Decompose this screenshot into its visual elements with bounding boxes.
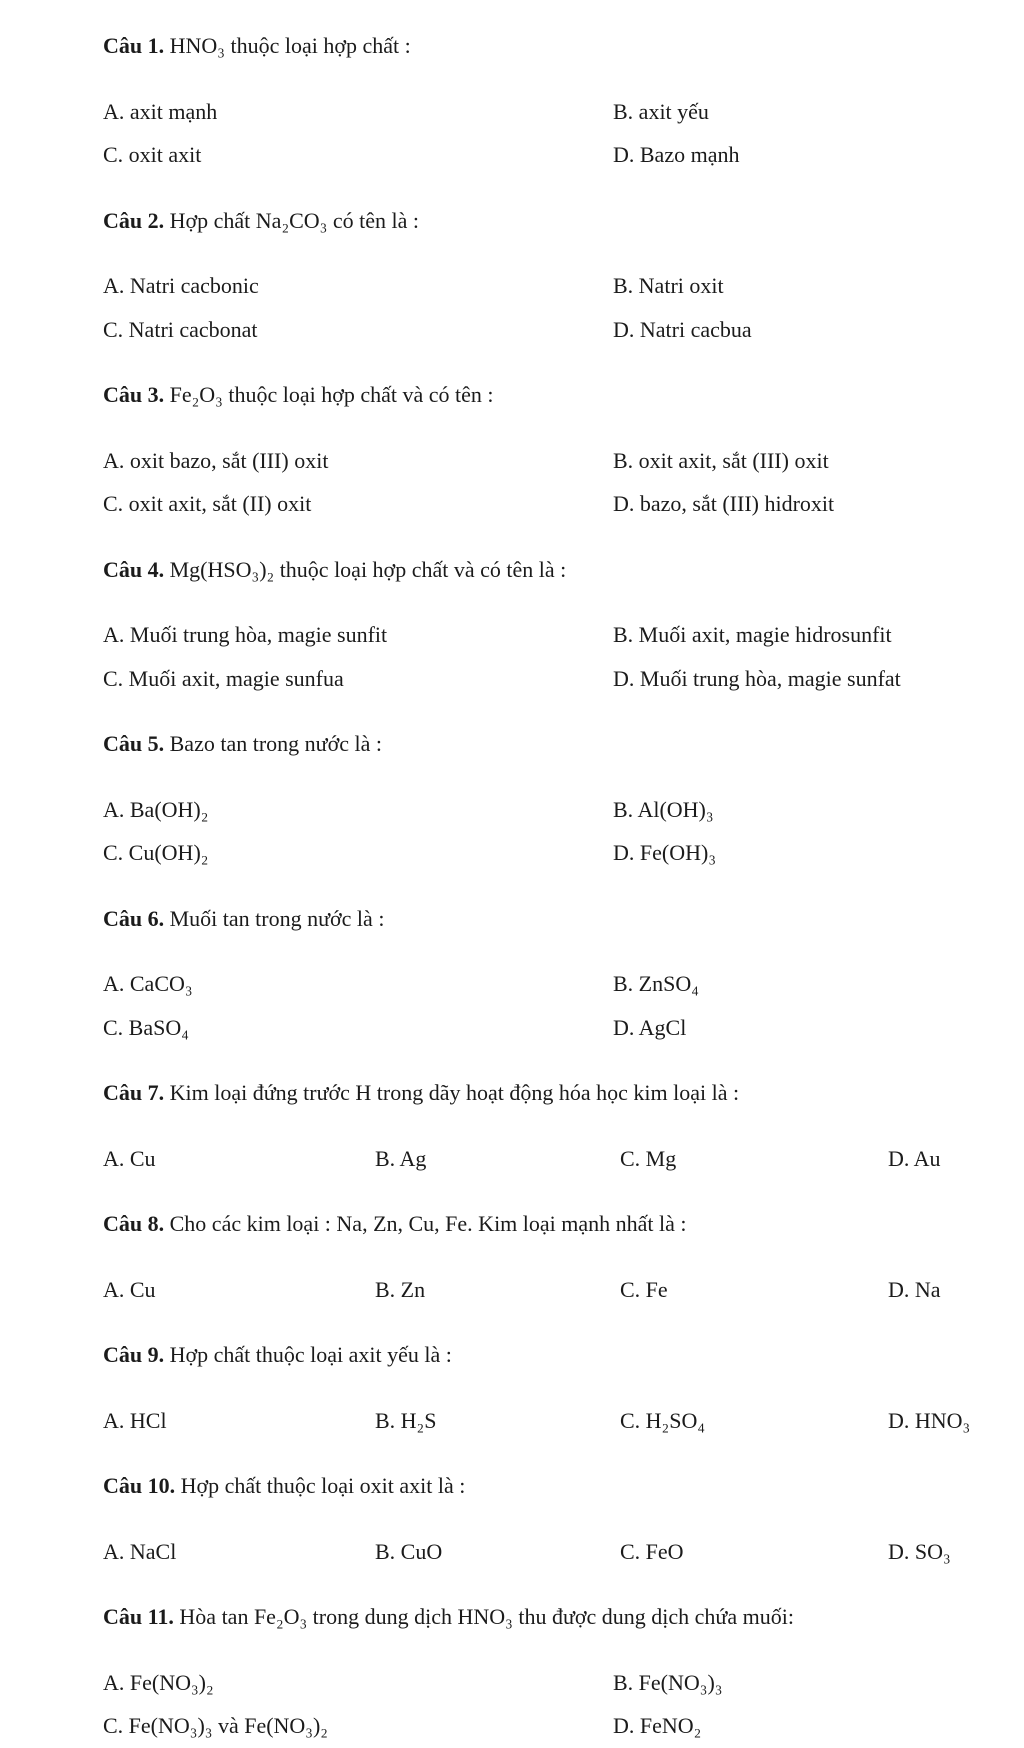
- question-8-heading: [103, 1202, 1014, 1246]
- question-11-option-c: C. Fe(NO₃)₃ và Fe(NO₃)₂: [103, 1713, 328, 1738]
- question-11-heading: [103, 1595, 1014, 1639]
- question-2-options: [103, 264, 1014, 351]
- question-6-heading: [103, 897, 1014, 941]
- question-5-heading: [103, 722, 1014, 766]
- question-3-option-c: C. oxit axit, sắt (II) oxit: [103, 491, 312, 516]
- question-9: [103, 1333, 1014, 1442]
- question-8-options: [103, 1268, 1014, 1312]
- question-6-options: [103, 962, 1014, 1049]
- question-1-option-c: C. oxit axit: [103, 142, 202, 167]
- question-4-number: Câu 4.: [103, 556, 165, 582]
- question-10-option-a: A. NaCl: [103, 1538, 177, 1564]
- question-8-option-a: A. Cu: [103, 1276, 156, 1302]
- question-2-stem: Hợp chất Na₂CO₃ có tên là :: [169, 207, 419, 233]
- question-4-options: [103, 613, 1014, 700]
- question-1-options: [103, 90, 1014, 177]
- question-7-option-c: C. Mg: [620, 1145, 677, 1171]
- question-10-option-d: D. SO₃: [888, 1538, 951, 1564]
- question-1-option-b: B. axit yếu: [613, 98, 709, 124]
- question-7: [103, 1071, 1014, 1180]
- question-2-option-c: C. Natri cacbonat: [103, 316, 258, 342]
- question-3-option-a: A. oxit bazo, sắt (III) oxit: [103, 447, 329, 473]
- question-8: [103, 1202, 1014, 1311]
- question-2: [103, 199, 1014, 352]
- question-8-option-c: C. Fe: [620, 1276, 668, 1302]
- question-4-heading: [103, 548, 1014, 592]
- question-4-stem: Mg(HSO₃)₂ thuộc loại hợp chất và có tên là :: [169, 556, 567, 582]
- question-7-option-d: D. Au: [888, 1145, 941, 1171]
- question-2-option-d: D. Natri cacbua: [613, 316, 752, 342]
- question-7-option-b: B. Ag: [375, 1145, 427, 1171]
- question-6-stem: Muối tan trong nước là :: [169, 905, 385, 931]
- question-3-number: Câu 3.: [103, 382, 165, 407]
- question-5-option-b: B. Al(OH)₃: [613, 796, 714, 822]
- question-4-option-d: D. Muối trung hòa, magie sunfat: [613, 665, 901, 691]
- question-3: [103, 373, 1014, 526]
- question-2-option-a: A. Natri cacbonic: [103, 273, 259, 298]
- question-5-option-c: C. Cu(OH)₂: [103, 840, 209, 865]
- question-10-stem: Hợp chất thuộc loại oxit axit là :: [180, 1473, 466, 1498]
- question-8-option-b: B. Zn: [375, 1276, 426, 1302]
- question-11-options: [103, 1661, 1014, 1748]
- question-11: [103, 1595, 1014, 1748]
- question-9-option-b: B. H₂S: [375, 1407, 437, 1433]
- question-10-number: Câu 10.: [103, 1473, 176, 1498]
- question-6-option-c: C. BaSO₄: [103, 1014, 189, 1040]
- question-7-option-a: A. Cu: [103, 1145, 156, 1171]
- question-7-stem: Kim loại đứng trước H trong dãy hoạt động hóa học kim loại là :: [169, 1080, 740, 1105]
- question-6-option-d: D. AgCl: [613, 1014, 687, 1040]
- question-7-number: Câu 7.: [103, 1080, 165, 1105]
- question-6: [103, 897, 1014, 1050]
- question-3-stem: Fe₂O₃ thuộc loại hợp chất và có tên :: [169, 382, 494, 407]
- question-11-option-a: A. Fe(NO₃)₂: [103, 1669, 214, 1695]
- question-4-option-c: C. Muối axit, magie sunfua: [103, 665, 344, 691]
- question-5-option-d: D. Fe(OH)₃: [613, 840, 716, 865]
- question-9-options: [103, 1399, 1014, 1443]
- question-10: [103, 1464, 1014, 1573]
- question-5-options: [103, 788, 1014, 875]
- question-3-options: [103, 439, 1014, 526]
- question-8-number: Câu 8.: [103, 1211, 165, 1236]
- question-4: [103, 548, 1014, 701]
- question-11-option-d: D. FeNO₂: [613, 1713, 702, 1738]
- question-11-number: Câu 11.: [103, 1604, 174, 1629]
- question-7-options: [103, 1137, 1014, 1181]
- question-6-number: Câu 6.: [103, 905, 165, 931]
- question-11-stem: Hòa tan Fe₂O₃ trong dung dịch HNO₃ thu được dung dịch chứa muối:: [179, 1604, 794, 1629]
- question-9-option-a: A. HCl: [103, 1407, 167, 1433]
- question-1-heading: [103, 24, 1014, 68]
- question-9-stem: Hợp chất thuộc loại axit yếu là :: [169, 1342, 452, 1367]
- question-6-option-b: B. ZnSO₄: [613, 971, 699, 996]
- question-9-heading: [103, 1333, 1014, 1377]
- question-1-option-d: D. Bazo mạnh: [613, 142, 740, 167]
- question-10-option-b: B. CuO: [375, 1538, 443, 1564]
- question-8-option-d: D. Na: [888, 1276, 941, 1302]
- question-6-option-a: A. CaCO₃: [103, 971, 193, 996]
- question-10-options: [103, 1530, 1014, 1574]
- question-4-option-a: A. Muối trung hòa, magie sunfit: [103, 622, 388, 647]
- question-5-stem: Bazo tan trong nước là :: [169, 731, 382, 756]
- question-9-number: Câu 9.: [103, 1342, 165, 1367]
- question-5-number: Câu 5.: [103, 731, 165, 756]
- question-9-option-d: D. HNO₃: [888, 1407, 971, 1433]
- question-1-number: Câu 1.: [103, 33, 165, 58]
- question-1: [103, 24, 1014, 177]
- question-3-heading: [103, 373, 1014, 417]
- question-10-heading: [103, 1464, 1014, 1508]
- question-9-option-c: C. H₂SO₄: [620, 1407, 706, 1433]
- question-2-option-b: B. Natri oxit: [613, 273, 724, 298]
- question-5: [103, 722, 1014, 875]
- question-10-option-c: C. FeO: [620, 1538, 684, 1564]
- question-7-heading: [103, 1071, 1014, 1115]
- question-11-option-b: B. Fe(NO₃)₃: [613, 1669, 723, 1695]
- question-3-option-b: B. oxit axit, sắt (III) oxit: [613, 447, 829, 473]
- question-1-option-a: A. axit mạnh: [103, 98, 218, 124]
- question-5-option-a: A. Ba(OH)₂: [103, 796, 209, 822]
- question-3-option-d: D. bazo, sắt (III) hidroxit: [613, 491, 835, 516]
- question-2-number: Câu 2.: [103, 207, 165, 233]
- question-4-option-b: B. Muối axit, magie hidrosunfit: [613, 622, 892, 647]
- question-8-stem: Cho các kim loại : Na, Zn, Cu, Fe. Kim loại mạnh nhất là :: [169, 1211, 687, 1236]
- question-2-heading: [103, 199, 1014, 243]
- question-1-stem: HNO₃ thuộc loại hợp chất :: [169, 33, 411, 58]
